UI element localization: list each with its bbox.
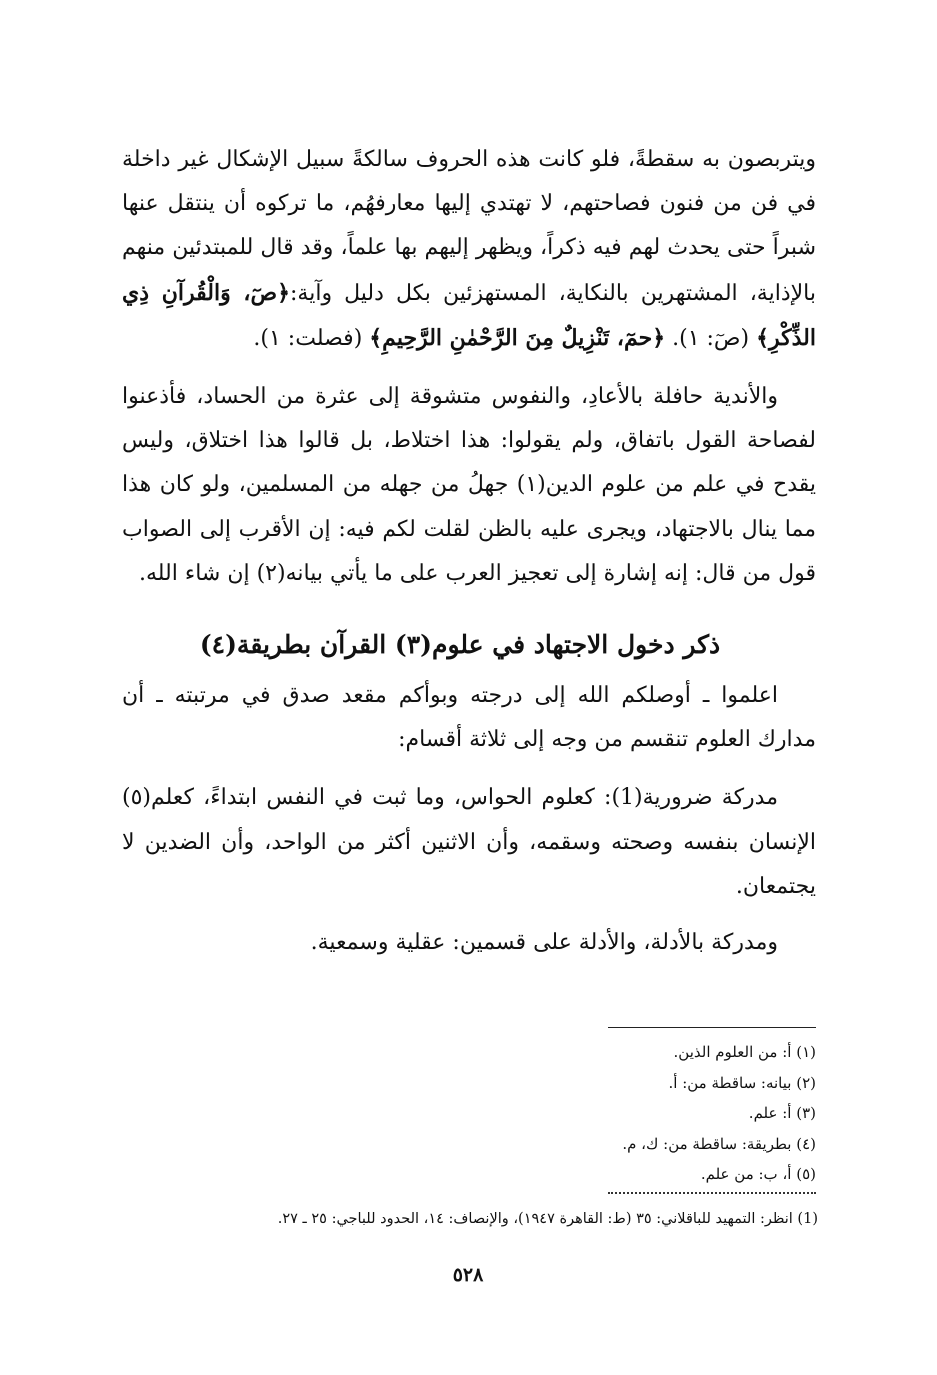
quran-verse-sad: ﴿صٓ، وَالْقُرآنِ ذِي الذِّكْرِ﴾: [122, 279, 816, 351]
footnotes: [122, 1037, 816, 1190]
footnote-item: (٤) بطريقة: ساقطة من: ك، م.: [622, 1134, 816, 1153]
paragraph-1-text: ويتربصون به سقطةً، فلو كانت هذه الحروف سالكةً سبيل الإشكال غير داخلة في فن من فنون فصاحتهم، لا تهتدي إليها معارفهُم، ما تركوه أن ينتقل عنها شبراً حتى يحدث لهم فيه ذكراً، ويظهر إليهم بها علماً، وقد قال للمبتدئين منهم بالإذاية، المشتهرين بالنكاية، المستهزئين بكل دليل وآية:: [122, 147, 816, 306]
verse-reference-sad: (صٓ: ١).: [672, 325, 750, 351]
footnote-item: (٣) أ: علم.: [748, 1104, 816, 1122]
footnote-item: (٥) أ، ب: من علم.: [700, 1165, 816, 1183]
paragraph-2: والأندية حافلة بالأعادِ، والنفوس متشوقة إلى عثرة من الحساد، فأذعنوا لفصاحة القول باتفاق، ولم يقولوا: هذا اختلاط، بل قالوا هذا اختلاق، وليس يقدح في علم من علوم الدين(١) جهلُ من جهله من المسلمين، ولو كان هذا مما ينال بالاجتهاد، ويجرى عليه بالظن لقلت لكم فيه: إن الأقرب إلى الصواب قول من قال: إنه إشارة إلى تعجيز العرب على ما يأتي بيانه(٢) إن شاء الله.: [122, 384, 817, 586]
footnote-item: (٢) بيانه: ساقطة من: أ.: [668, 1073, 816, 1092]
footnote-item: (١) أ: من العلوم الذين.: [673, 1043, 816, 1061]
section-paragraph-2: مدركة ضرورية(1): كعلوم الحواس، وما ثبت في النفس ابتداءً، كعلم(٥) الإنسان بنفسه وصحته وسقمه، وأن الاثنين أكثر من الواحد، وأن الضدين لا يجتمعان.: [122, 785, 816, 899]
verse-reference-fussilat: (فصلت: ١).: [253, 325, 363, 351]
section-paragraph-3: ومدركة بالأدلة، والأدلة على قسمين: عقلية وسمعية.: [310, 930, 778, 956]
section-heading: ذكر دخول الاجتهاد في علوم(٣) القرآن بطريقة(٤): [199, 630, 721, 660]
quran-verse-ha-mim: ﴿حمٓ، تَنْزِيلٌ مِنَ الرَّحْمٰنِ الرَّحِيمِ﴾: [369, 324, 666, 351]
section-paragraph-1: اعلموا ـ أوصلكم الله إلى درجته وبوأكم مقعد صدق في مرتبته ـ أن مدارك العلوم تنقسم من وجه إلى ثلاثة أقسام:: [122, 683, 816, 753]
paragraph-1: [122, 138, 816, 361]
footnote-separator: [608, 1027, 816, 1028]
editor-citation: (1) انظر: التمهيد للباقلاني: ٣٥ (ط: القاهرة ١٩٤٧)، والإنصاف: ١٤، الحدود للباجي: ٢٥ ـ ٢٧.: [277, 1211, 818, 1227]
dotted-separator: [608, 1192, 816, 1194]
page-number: ٥٢٨: [452, 1264, 484, 1286]
main-text: [122, 138, 816, 965]
